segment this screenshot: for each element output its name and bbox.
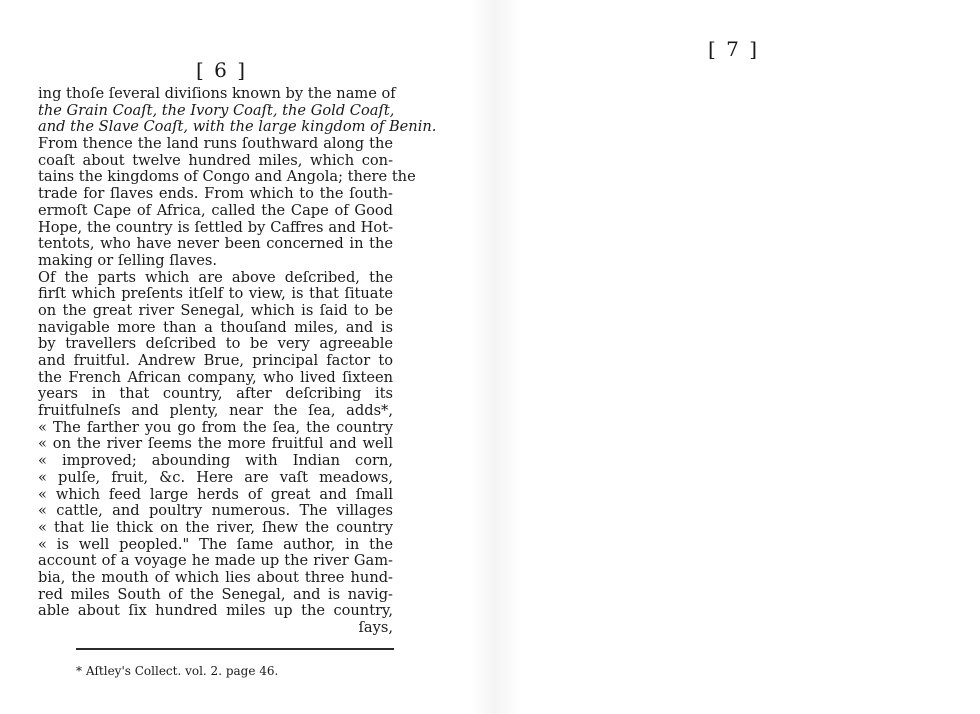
text-line: ermoſt Cape of Africa, called the Cape of Good [38, 201, 393, 219]
text-line: firſt which preſents itſelf to view, is that ſituate [38, 285, 393, 303]
text-line: making or ſelling ſlaves. [38, 251, 218, 269]
text-line: tentots, who have never been concerned in the [38, 235, 393, 253]
text-line: « is well peopled." The ſame author, in the [38, 535, 393, 553]
text-line: coaſt about twelve hundred miles, which con- [38, 151, 393, 169]
text-line: « improved; abounding with Indian corn, [38, 452, 393, 470]
text-line: account of a voyage he made up the river Gam- [38, 552, 393, 570]
page-number-left: [ 6 ] [196, 58, 248, 82]
text-line: navigable more than a thouſand miles, and is [38, 318, 393, 336]
text-line: fruitfulneſs and plenty, near the ſea, adds*, [38, 402, 393, 420]
left-page [0, 0, 470, 714]
text-line: ing thoſe ſeveral diviſions known by the name of [38, 85, 396, 102]
footnote-left: * Aſtley's Collect. vol. 2. page 46. [76, 664, 279, 678]
book-gutter [470, 0, 520, 714]
text-line: From thence the land runs ſouthward along the [38, 135, 393, 153]
text-line: Of the parts which are above deſcribed, the [38, 268, 393, 286]
text-line: years in that country, after deſcribing its [38, 385, 393, 403]
text-line: « which feed large herds of great and ſmall [38, 485, 393, 503]
text-line: « on the river ſeems the more fruitful and well [38, 435, 393, 453]
text-line: the Grain Coaſt, the Ivory Coaſt, the Gold Coaſt, [38, 101, 395, 119]
text-line: « that lie thick on the river, ſhew the country [38, 518, 393, 536]
page-number-right: [ 7 ] [708, 37, 760, 61]
text-line: tains the kingdoms of Congo and Angola; there the [38, 168, 416, 186]
text-line: by travellers deſcribed to be very agreeable [38, 335, 393, 353]
text-line: bia, the mouth of which lies about three hund- [38, 568, 393, 586]
right-page [520, 0, 980, 714]
text-line: « cattle, and poultry numerous. The villages [38, 502, 393, 520]
text-line: able about ſix hundred miles up the country, [38, 602, 393, 620]
text-line: and the Slave Coaſt, with the large kingdom of Benin. [38, 118, 437, 136]
text-line: trade for ſlaves ends. From which to the ſouth- [38, 185, 393, 203]
text-line: ſays, [358, 619, 393, 636]
text-line: « pulſe, fruit, &c. Here are vaſt meadows, [38, 468, 393, 486]
text-line: red miles South of the Senegal, and is navig- [38, 585, 393, 603]
footnote-rule-left [76, 648, 394, 650]
text-line: on the great river Senegal, which is ſaid to be [38, 301, 393, 319]
text-line: Hope, the country is ſettled by Caffres and Hot- [38, 218, 393, 236]
text-line: and fruitful. Andrew Brue, principal factor to [38, 352, 393, 369]
text-line: the French African company, who lived ſixteen [38, 368, 393, 386]
left-page-body [38, 85, 437, 637]
text-line: « The farther you go from the ſea, the country [38, 418, 393, 436]
